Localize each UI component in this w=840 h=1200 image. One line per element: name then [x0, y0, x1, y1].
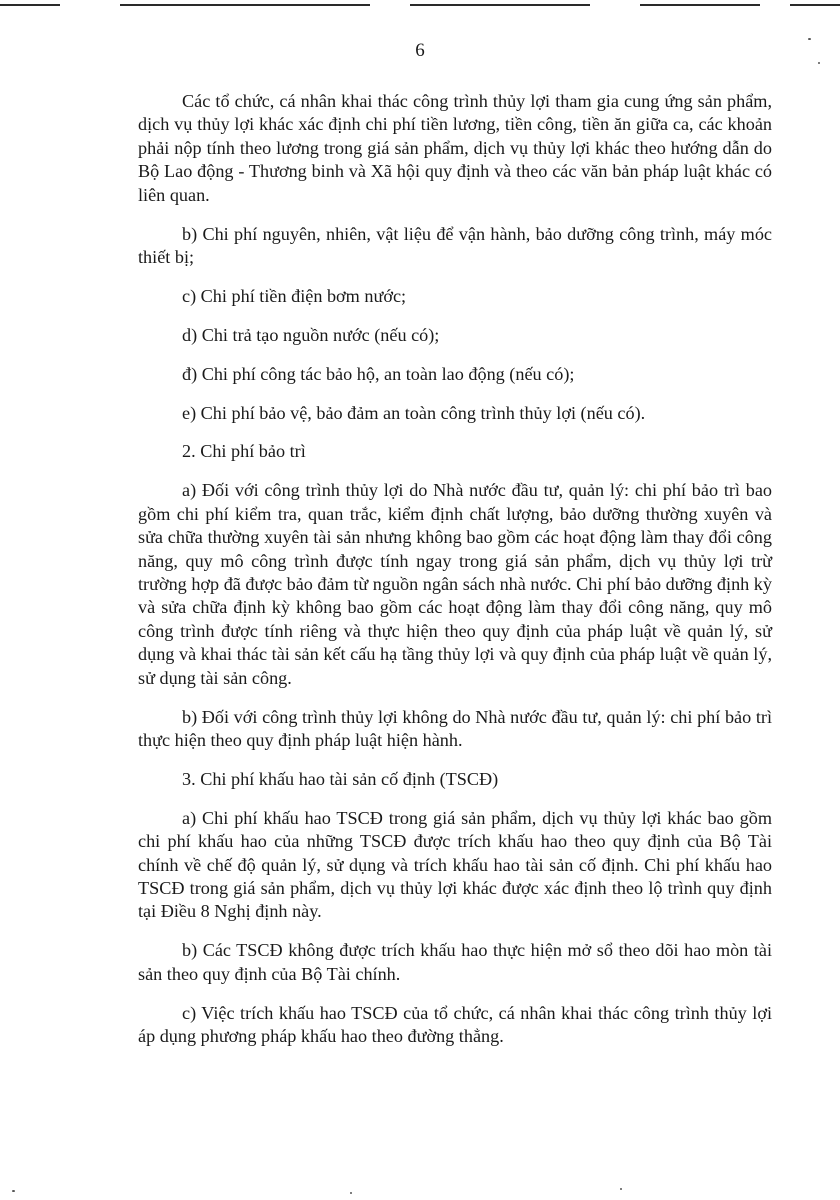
paragraph-labor-cost: Các tổ chức, cá nhân khai thác công trình thủy lợi tham gia cung ứng sản phẩm, dịch vụ thủy lợi khác xác định chi phí tiền lương, tiền công, tiền ăn giữa ca, các khoản phải nộp tính theo lương trong giá sản phẩm, dịch vụ thủy lợi khác theo hướng dẫn do Bộ Lao động - Thương binh và Xã hội quy định và theo các văn bản pháp luật khác có liên quan.: [138, 91, 772, 205]
section-2-heading: 2. Chi phí bảo trì: [182, 441, 306, 462]
section-3-heading: 3. Chi phí khấu hao tài sản cố định (TSCĐ): [182, 768, 499, 789]
section-3-item-b: b) Các TSCĐ không được trích khấu hao thực hiện mở sổ theo dõi hao mòn tài sản theo quy định của Bộ Tài chính.: [138, 940, 772, 984]
section-3-item-a: a) Chi phí khấu hao TSCĐ trong giá sản phẩm, dịch vụ thủy lợi khác bao gồm chi phí khấu hao của những TSCĐ được trích khấu hao theo quy định của Bộ Tài chính về chế độ quản lý, sử dụng và trích khấu hao tài sản cố định. Chi phí khấu hao TSCĐ trong giá sản phẩm, dịch vụ thủy lợi khác được xác định theo lộ trình quy định tại Điều 8 Nghị định này.: [138, 807, 772, 922]
item-c-electricity: c) Chi phí tiền điện bơm nước;: [182, 285, 407, 306]
page-number: 6: [415, 40, 425, 61]
section-2-item-b: b) Đối với công trình thủy lợi không do Nhà nước đầu tư, quản lý: chi phí bảo trì thực hiện theo quy định pháp luật hiện hành.: [138, 706, 772, 750]
item-b-materials: b) Chi phí nguyên, nhiên, vật liệu để vận hành, bảo dưỡng công trình, máy móc thiết bị;: [138, 223, 772, 267]
item-dd-labor-safety: đ) Chi phí công tác bảo hộ, an toàn lao động (nếu có);: [182, 363, 575, 384]
section-2-item-a: a) Đối với công trình thủy lợi do Nhà nước đầu tư, quản lý: chi phí bảo trì bao gồm chi phí kiểm tra, quan trắc, kiểm định chất lượng, bảo dưỡng thường xuyên và sửa chữa thường xuyên tài sản nhưng không bao gồm các hoạt động làm thay đổi công năng, quy mô công trình được tính ngay trong giá sản phẩm, dịch vụ thủy lợi trừ trường hợp đã được bảo đảm từ nguồn ngân sách nhà nước. Chi phí bảo dưỡng định kỳ và sửa chữa định kỳ không bao gồm các hoạt động làm thay đổi công năng, quy mô công trình được tính riêng và thực hiện theo quy định của pháp luật về quản lý, sử dụng và khai thác tài sản kết cấu hạ tầng thủy lợi và quy định của pháp luật về quản lý, sử dụng tài sản công.: [138, 480, 772, 688]
scan-edge-marks: [0, 4, 840, 7]
item-d-water-source: d) Chi trả tạo nguồn nước (nếu có);: [182, 324, 440, 345]
section-3-item-c: c) Việc trích khấu hao TSCĐ của tổ chức, cá nhân khai thác công trình thủy lợi áp dụng phương pháp khấu hao theo đường thẳng.: [138, 1002, 772, 1046]
item-e-protection: e) Chi phí bảo vệ, bảo đảm an toàn công trình thủy lợi (nếu có).: [182, 402, 646, 423]
document-body: [138, 90, 772, 1064]
